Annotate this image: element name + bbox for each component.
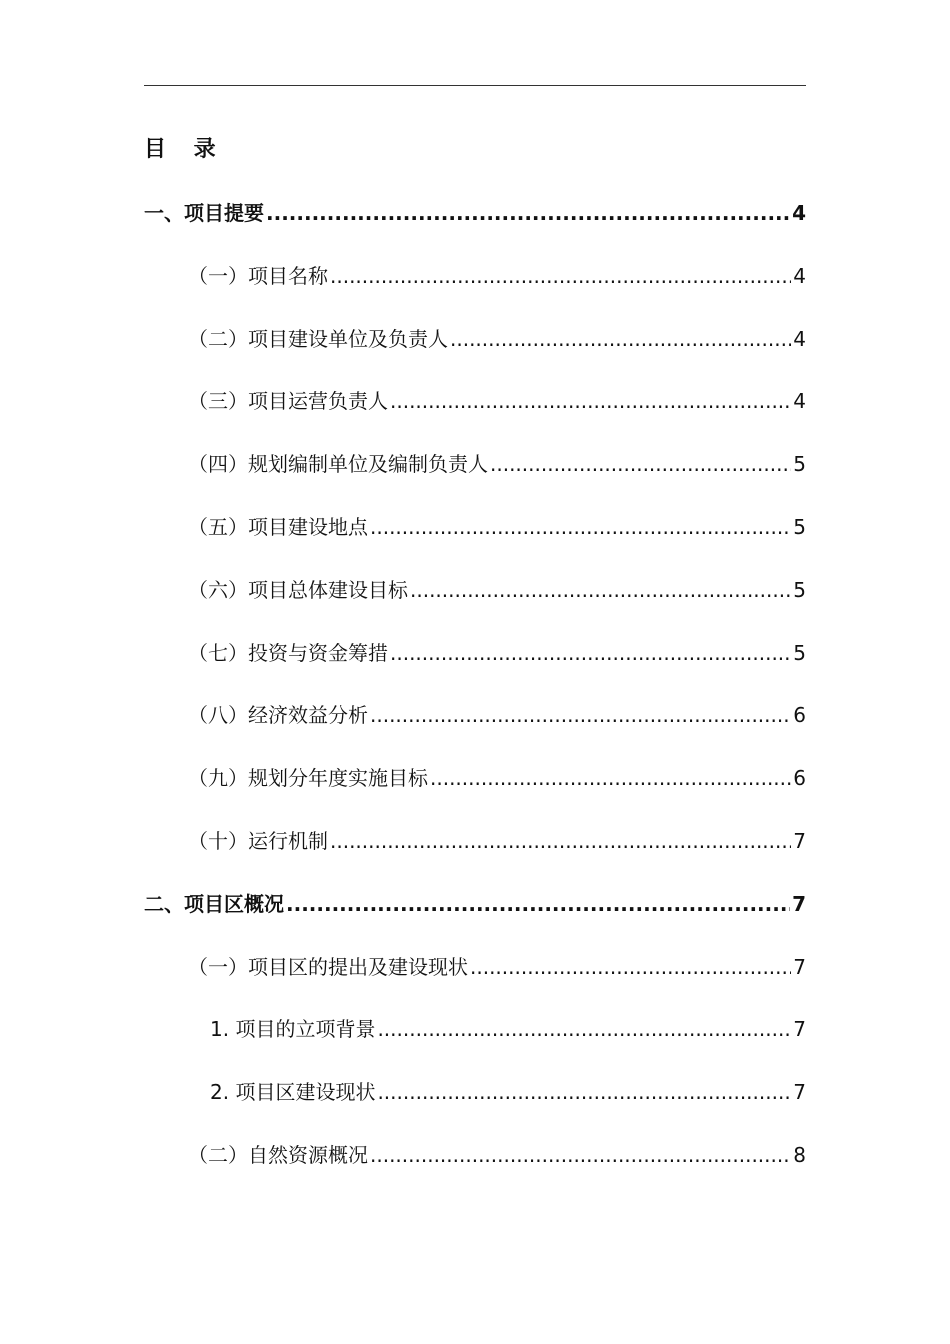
toc-entry-label: （九）规划分年度实施目标	[188, 766, 428, 790]
toc-entry-label: （七）投资与资金筹措	[188, 641, 388, 665]
toc-dot-leader	[470, 951, 791, 983]
toc-entry[interactable]	[188, 762, 806, 794]
toc-entry-label: 二、项目区概况	[144, 892, 284, 916]
toc-entry[interactable]	[188, 385, 806, 417]
toc-page-number: 8	[793, 1143, 806, 1167]
toc-entry[interactable]	[188, 260, 806, 292]
toc-dot-leader	[266, 197, 790, 229]
toc-page-number: 4	[792, 201, 806, 225]
toc-page-number: 5	[793, 515, 806, 539]
toc-page-number: 5	[793, 452, 806, 476]
toc-page-number: 7	[793, 1080, 806, 1104]
toc-title: 目 录	[144, 137, 226, 162]
toc-entry[interactable]	[188, 825, 806, 857]
toc-entry[interactable]	[210, 1076, 806, 1108]
toc-page-number: 7	[792, 892, 806, 916]
toc-dot-leader	[370, 699, 791, 731]
toc-entry-label: （一）项目名称	[188, 264, 328, 288]
toc-entry[interactable]	[188, 511, 806, 543]
toc-entry-label: （二）项目建设单位及负责人	[188, 327, 448, 351]
toc-page-number: 4	[793, 264, 806, 288]
toc-entry[interactable]	[188, 951, 806, 983]
toc-entry-label: （四）规划编制单位及编制负责人	[188, 452, 488, 476]
toc-page-number: 5	[793, 578, 806, 602]
toc-entry-label: （五）项目建设地点	[188, 515, 368, 539]
toc-entry-label: （二）自然资源概况	[188, 1143, 368, 1167]
toc-page-number: 7	[793, 955, 806, 979]
toc-dot-leader	[410, 574, 791, 606]
toc-page-number: 6	[793, 766, 806, 790]
toc-dot-leader	[330, 260, 791, 292]
toc-dot-leader	[390, 385, 791, 417]
toc-dot-leader	[370, 1139, 791, 1171]
toc-page-number: 6	[793, 703, 806, 727]
toc-entry-label: （十）运行机制	[188, 829, 328, 853]
toc-entry[interactable]	[188, 574, 806, 606]
toc-dot-leader	[390, 637, 791, 669]
toc-entry-label: （三）项目运营负责人	[188, 389, 388, 413]
toc-entry-label: 1. 项目的立项背景	[210, 1017, 376, 1041]
toc-page-number: 7	[793, 829, 806, 853]
toc-entry[interactable]	[188, 1139, 806, 1171]
toc-dot-leader	[490, 448, 791, 480]
toc-dot-leader	[286, 888, 790, 920]
header-rule	[144, 85, 806, 86]
toc-entry-label: 2. 项目区建设现状	[210, 1080, 376, 1104]
toc-entry-label: （八）经济效益分析	[188, 703, 368, 727]
toc-page-number: 5	[793, 641, 806, 665]
toc-dot-leader	[377, 1076, 791, 1108]
toc-entry[interactable]	[188, 323, 806, 355]
toc-entry[interactable]	[210, 1013, 806, 1045]
toc-dot-leader	[450, 323, 791, 355]
toc-dot-leader	[370, 511, 791, 543]
toc-entry[interactable]	[188, 637, 806, 669]
toc-page-number: 4	[793, 327, 806, 351]
toc-entry[interactable]	[188, 448, 806, 480]
toc-dot-leader	[330, 825, 791, 857]
toc-dot-leader	[430, 762, 791, 794]
toc-dot-leader	[377, 1013, 791, 1045]
toc-entry[interactable]	[144, 888, 806, 920]
toc-entry[interactable]	[144, 197, 806, 229]
toc-entry[interactable]	[188, 699, 806, 731]
toc-entry-label: （一）项目区的提出及建设现状	[188, 955, 468, 979]
toc-entry-label: （六）项目总体建设目标	[188, 578, 408, 602]
toc-page-number: 7	[793, 1017, 806, 1041]
toc-entry-label: 一、项目提要	[144, 201, 264, 225]
toc-page-number: 4	[793, 389, 806, 413]
